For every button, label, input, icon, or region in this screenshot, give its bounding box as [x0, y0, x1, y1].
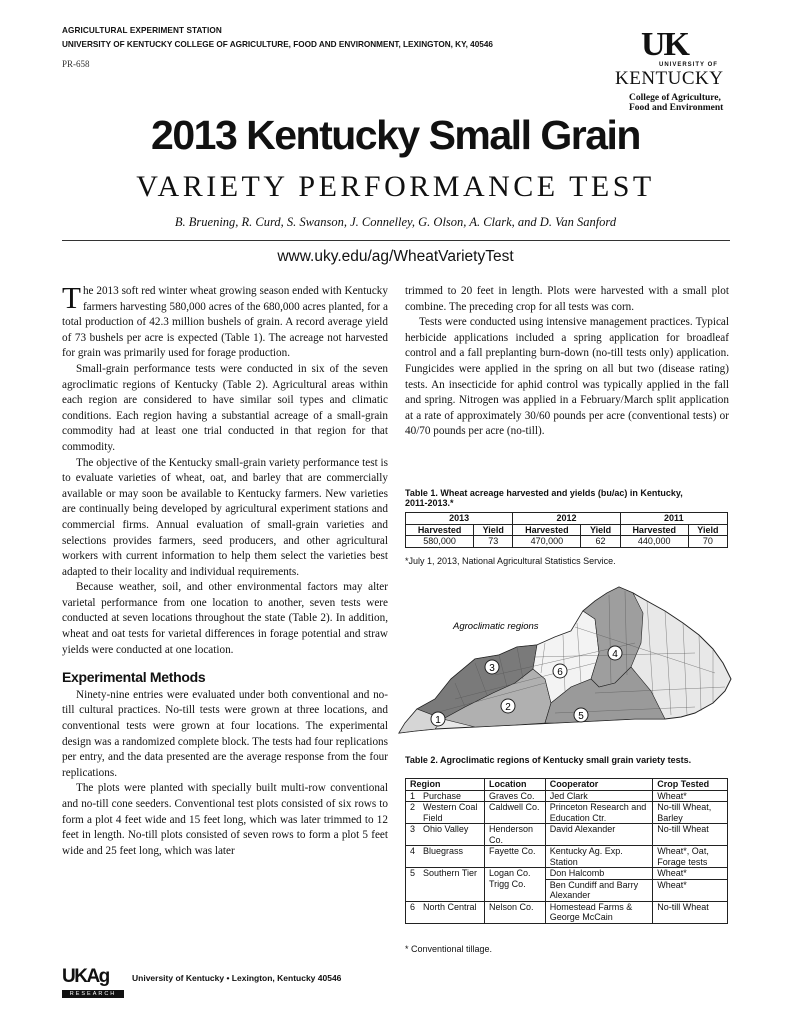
regions-paragraph: Small-grain performance tests were conducted in six of the seven agroclimatic regions of Kentucky (Table 2). Agricultural areas within each region are considered to have similar soil types and climatic conditions. Each region having a substantial acreage of a small-grain commodity had at least one trial conducted in that region for that commodity.: [62, 362, 388, 453]
uk-logo-college-line1: College of Agriculture,: [629, 93, 721, 103]
uk-logo-kentucky: KENTUCKY: [615, 68, 724, 89]
left-column: [62, 280, 388, 859]
crop-cell: Wheat*: [653, 868, 728, 880]
cooperator-cell: Homestead Farms & George McCain: [545, 901, 653, 923]
ukag-research-logo: [62, 966, 128, 1000]
station-header: AGRICULTURAL EXPERIMENT STATION: [62, 26, 222, 35]
cooperator-cell: David Alexander: [545, 824, 653, 846]
region-3-label: 3: [489, 663, 495, 674]
table2-header: Location: [485, 779, 546, 791]
location-cell: Fayette Co.: [485, 846, 546, 868]
location-cell: Caldwell Co.: [485, 802, 546, 824]
table1-cell: 73: [474, 536, 513, 548]
table2-note: * Conventional tillage.: [405, 944, 493, 954]
table1-header: Harvested: [620, 524, 688, 536]
table1-cell: 440,000: [620, 536, 688, 548]
region-number: 4: [406, 846, 420, 868]
location-cell: Nelson Co.: [485, 901, 546, 923]
location-cell: Logan Co.: [485, 868, 546, 880]
table1-year: 2012: [513, 513, 620, 525]
uk-logo: [603, 26, 733, 118]
region-number: 1: [406, 790, 420, 802]
table1-cell: 470,000: [513, 536, 581, 548]
plots-paragraph: The plots were planted with specially built multi-row conventional and no-till cone seeders. Conventional test plots consisted of six rows to form a plot 4 feet wide and 15 feet long, which was later trimmed to 12 feet in length. No-till plots consisted of seven rows to form a plot 5 feet wide and 25 feet long, which was later: [62, 782, 388, 857]
crop-cell: Wheat*, Oat, Forage tests: [653, 846, 728, 868]
region-number: 6: [406, 901, 420, 923]
website-link[interactable]: www.uky.edu/ag/WheatVarietyTest: [277, 248, 514, 265]
table-row: [406, 901, 728, 923]
uk-logo-university-of: UNIVERSITY OF: [659, 62, 718, 68]
kentucky-regions-map: [395, 583, 735, 741]
crop-cell: Wheat*: [653, 879, 728, 901]
location-cell: Trigg Co.: [485, 879, 546, 901]
table1-cell: 580,000: [406, 536, 474, 548]
table1: [405, 512, 728, 548]
uk-logo-mark: UK: [641, 26, 688, 63]
table2-header: Region: [406, 779, 485, 791]
region-name: Purchase: [419, 790, 485, 802]
table1-cell: 70: [688, 536, 727, 548]
research-label: RESEARCH: [62, 990, 124, 998]
table1-cell: 62: [581, 536, 620, 548]
table1-year: 2011: [620, 513, 727, 525]
table-row: [406, 868, 728, 880]
region-4-label: 4: [612, 649, 618, 660]
management-paragraph: Tests were conducted using intensive management practices. Typical herbicide applications included a spring application for broadleaf control and a fall preplanting burn-down (no-till tests only) application. Fungicides were applied in the spring on all but two (disease rating) tests. An insecticide for aphid control was typically applied in the fall and spring. Nitrogen was applied in a February/March split application at a rate of approximately 30/60 pounds per acre (conventional tests) or 40/70 pounds per acre (no-till).: [405, 316, 729, 438]
cooperator-cell: Don Halcomb: [545, 868, 653, 880]
table2-header: Cooperator: [545, 779, 653, 791]
uk-logo-college-line2: Food and Environment: [629, 103, 724, 113]
cooperator-cell: Princeton Research and Education Ctr.: [545, 802, 653, 824]
document-subtitle: VARIETY PERFORMANCE TEST: [136, 170, 655, 203]
location-cell: Graves Co.: [485, 790, 546, 802]
table1-header: Yield: [581, 524, 620, 536]
table1-header: Harvested: [513, 524, 581, 536]
table2-header-row: [406, 779, 728, 791]
table2-caption: Table 2. Agroclimatic regions of Kentucky small grain variety tests.: [405, 755, 692, 765]
locations-paragraph: Because weather, soil, and other environmental factors may alter varietal performance from one location to another, seven tests were conducted at seven locations throughout the state (Table 2). In addition, wheat and oat tests for varietal differences in forage potential and straw yields were conducted at one location.: [62, 581, 388, 656]
cooperator-cell: Ben Cundiff and Barry Alexander: [545, 879, 653, 901]
table1-header-row: [406, 524, 728, 536]
region-5-label: 5: [578, 711, 584, 722]
table2-header: Crop Tested: [653, 779, 728, 791]
region-1-label: 1: [435, 715, 441, 726]
crop-cell: Wheat*: [653, 790, 728, 802]
divider: [62, 240, 730, 241]
region-name: Southern Tier: [419, 868, 485, 902]
crop-cell: No-till Wheat: [653, 824, 728, 846]
methods-heading: Experimental Methods: [62, 669, 206, 686]
cooperator-cell: Jed Clark: [545, 790, 653, 802]
region-6-label: 6: [557, 667, 563, 678]
table1-caption: Table 1. Wheat acreage harvested and yields (bu/ac) in Kentucky, 2011-2013.*: [405, 488, 683, 508]
college-header: UNIVERSITY OF KENTUCKY COLLEGE OF AGRICULTURE, FOOD AND ENVIRONMENT, LEXINGTON, KY, 40546: [62, 40, 493, 49]
table1-header: Yield: [474, 524, 513, 536]
table1-header: Harvested: [406, 524, 474, 536]
table1-header: Yield: [688, 524, 727, 536]
region-name: Western Coal Field: [419, 802, 485, 824]
crop-cell: No-till Wheat: [653, 901, 728, 923]
cooperator-cell: Kentucky Ag. Exp. Station: [545, 846, 653, 868]
region-number: 2: [406, 802, 420, 824]
publication-number: PR-658: [62, 59, 90, 69]
crop-cell: No-till Wheat, Barley: [653, 802, 728, 824]
objective-paragraph: The objective of the Kentucky small-grain variety performance test is to evaluate varieties of wheat, oat, and barley that are commercially available or may soon be available to Kentucky farmers. New varieties are continually being developed by agricultural experiment stations and commercial firms. Annual evaluation of small-grain varieties and selections provides farmers, seed producers, and other agricultural workers with current information to help them select the varieties best adapted to their locality and individual requirements.: [62, 456, 388, 578]
document-title: 2013 Kentucky Small Grain: [151, 112, 640, 158]
drop-cap: T: [62, 280, 81, 315]
region-name: Ohio Valley: [419, 824, 485, 846]
location-cell: Henderson Co.: [485, 824, 546, 846]
region-name: North Central: [419, 901, 485, 923]
intro-text: he 2013 soft red winter wheat growing season ended with Kentucky farmers harvesting 580,000 acres of the 680,000 acres planted, for a total production of 42.3 million bushels of grain. A record average yield of 73 bushels per acre is expected (Table 1). The acreage not harvested for grain was primarily used for forage production.: [62, 285, 388, 360]
plots-continued-paragraph: trimmed to 20 feet in length. Plots were harvested with a small plot combine. The preceding crop for all tests was corn.: [405, 285, 729, 313]
map-label: Agroclimatic regions: [453, 621, 539, 632]
table-row: [406, 846, 728, 868]
region-2-label: 2: [505, 702, 511, 713]
table-row: [406, 790, 728, 802]
entries-paragraph: Ninety-nine entries were evaluated under both conventional and no-till cultural practices. No-till tests were grown at three locations, and conventional tests were grown at four locations. The experimental design was a randomized complete block. The tests had four replications per entry, and the data presented are the average response from the four replications.: [62, 688, 388, 779]
table1-year-row: [406, 513, 728, 525]
table-row: [406, 536, 728, 548]
region-number: 3: [406, 824, 420, 846]
right-column: [405, 284, 729, 440]
intro-paragraph: [62, 280, 388, 362]
region-name: Bluegrass: [419, 846, 485, 868]
authors-line: B. Bruening, R. Curd, S. Swanson, J. Connelley, G. Olson, A. Clark, and D. Van Sanford: [174, 215, 617, 229]
table-row: [406, 824, 728, 846]
ukag-logo-mark: UKAg: [62, 966, 109, 987]
table1-year: 2013: [406, 513, 513, 525]
table1-note: *July 1, 2013, National Agricultural Statistics Service.: [405, 556, 616, 566]
region-number: 5: [406, 868, 420, 902]
footer-address: University of Kentucky • Lexington, Kentucky 40546: [132, 973, 342, 983]
table2: [405, 778, 728, 924]
table-row: [406, 802, 728, 824]
